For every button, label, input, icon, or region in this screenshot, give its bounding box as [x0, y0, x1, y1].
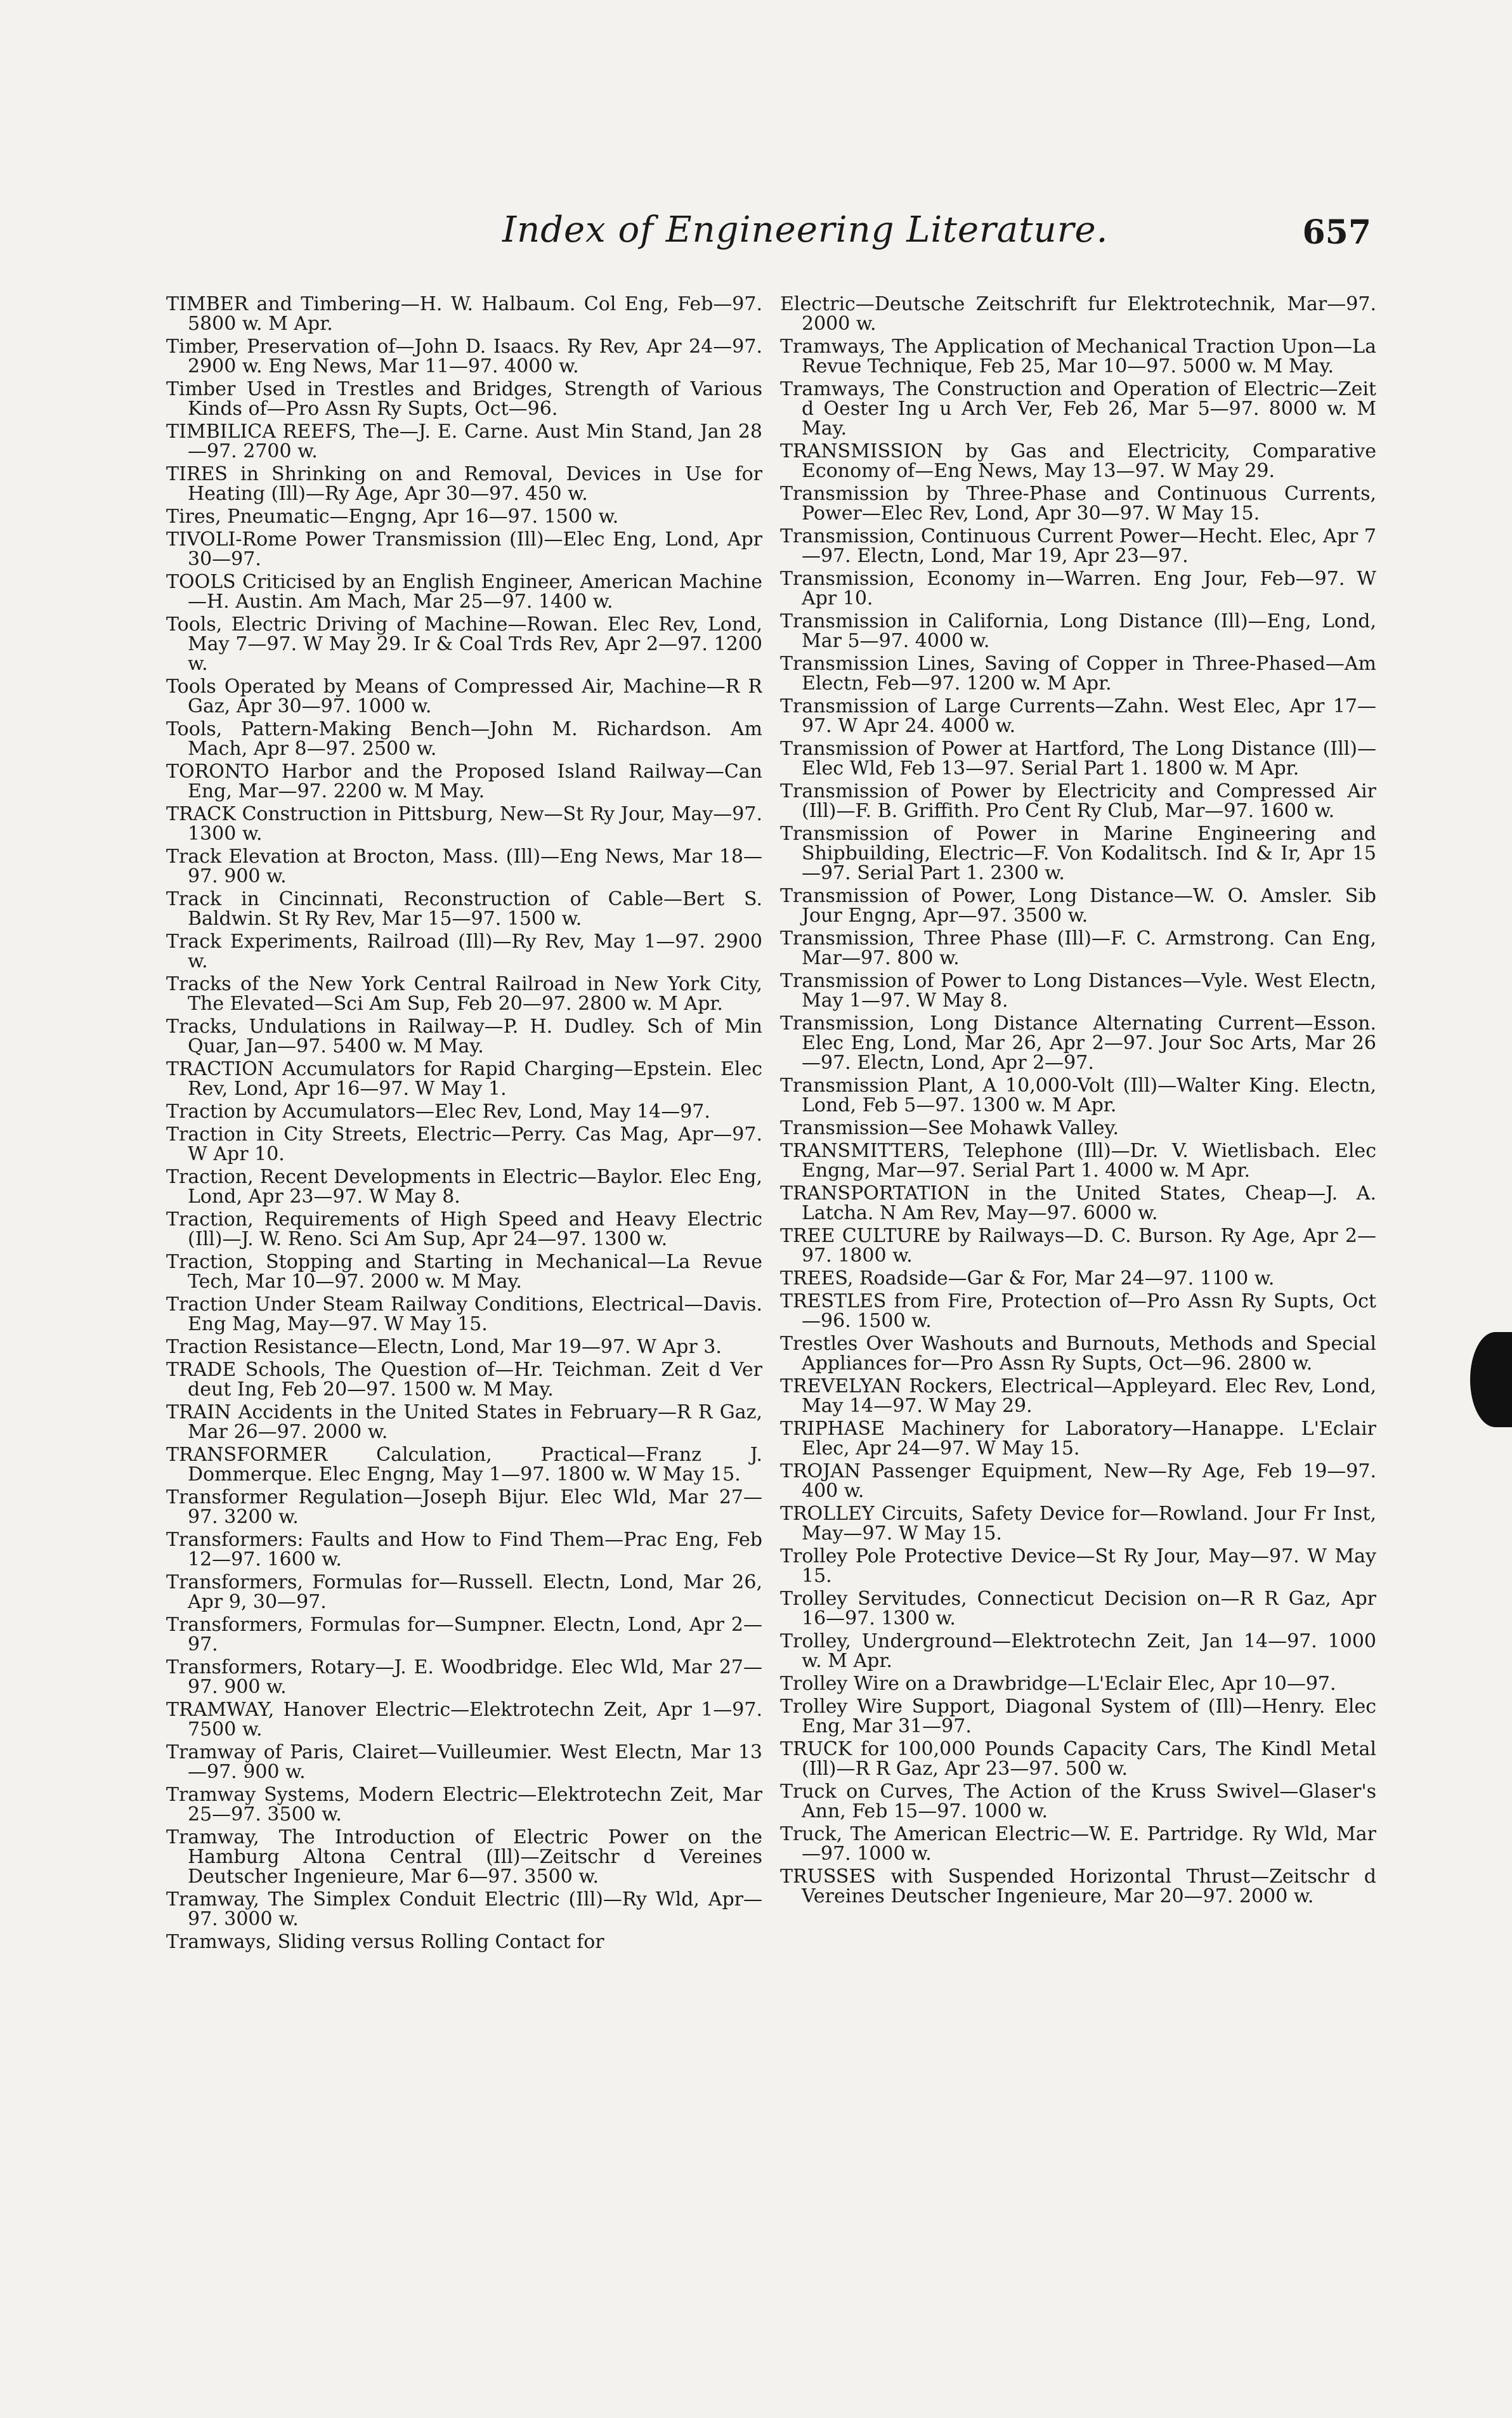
index-entry: TRANSMITTERS, Telephone (Ill)—Dr. V. Wietlisbach. Elec Engng, Mar—97. Serial Part 1. 4000 w. M Apr.: [780, 1140, 1376, 1182]
index-entry: Tramway of Paris, Clairet—Vuilleumier. West Electn, Mar 13—97. 900 w.: [166, 1741, 762, 1783]
index-entry: Transmission, Long Distance Alternating Current—Esson. Elec Eng, Lond, Mar 26, Apr 2—97. Jour Soc Arts, Mar 26—97. Electn, Lond, Apr 2—97.: [780, 1012, 1376, 1074]
index-entry: TRUSSES with Suspended Horizontal Thrust—Zeitschr d Vereines Deutscher Ingenieure, Mar 20—97. 2000 w.: [780, 1866, 1376, 1907]
index-entry: Truck, The American Electric—W. E. Partridge. Ry Wld, Mar—97. 1000 w.: [780, 1823, 1376, 1865]
page-number: 657: [1302, 213, 1371, 252]
index-entry: TRANSPORTATION in the United States, Cheap—J. A. Latcha. N Am Rev, May—97. 6000 w.: [780, 1182, 1376, 1224]
index-entry: TRACTION Accumulators for Rapid Charging—Epstein. Elec Rev, Lond, Apr 16—97. W May 1.: [166, 1058, 762, 1100]
index-entry: TRIPHASE Machinery for Laboratory—Hanappe. L'Eclair Elec, Apr 24—97. W May 15.: [780, 1418, 1376, 1460]
index-entry: Traction by Accumulators—Elec Rev, Lond, May 14—97.: [166, 1101, 710, 1123]
index-entry: TORONTO Harbor and the Proposed Island Railway—Can Eng, Mar—97. 2200 w. M May.: [166, 761, 762, 802]
index-entry: Tramway, The Simplex Conduit Electric (Ill)—Ry Wld, Apr—97. 3000 w.: [166, 1888, 762, 1930]
index-entry: Transmission, Economy in—Warren. Eng Jour, Feb—97. W Apr 10.: [780, 568, 1376, 610]
index-entry: TRAMWAY, Hanover Electric—Elektrotechn Zeit, Apr 1—97. 7500 w.: [166, 1699, 762, 1741]
index-entry: TRUCK for 100,000 Pounds Capacity Cars, The Kindl Metal (Ill)—R R Gaz, Apr 23—97. 500 w.: [780, 1738, 1376, 1780]
index-entry: Transmission Plant, A 10,000-Volt (Ill)—Walter King. Electn, Lond, Feb 5—97. 1300 w. M Apr.: [780, 1075, 1376, 1116]
index-entry: TREES, Roadside—Gar & For, Mar 24—97. 1100 w.: [780, 1267, 1275, 1290]
index-entry: Traction, Requirements of High Speed and Heavy Electric (Ill)—J. W. Reno. Sci Am Sup, Apr 24—97. 1300 w.: [166, 1208, 762, 1250]
index-entry: Transmission of Power to Long Distances—Vyle. West Electn, May 1—97. W May 8.: [780, 970, 1376, 1012]
index-entry: TIMBER and Timbering—H. W. Halbaum. Col Eng, Feb—97. 5800 w. M Apr.: [166, 294, 762, 335]
index-column-left: [166, 294, 762, 2388]
index-entry: Trolley, Underground—Elektrotechn Zeit, Jan 14—97. 1000 w. M Apr.: [780, 1630, 1376, 1672]
index-entry: Tramways, Sliding versus Rolling Contact for: [166, 1931, 604, 1953]
index-entry: Traction in City Streets, Electric—Perry. Cas Mag, Apr—97. W Apr 10.: [166, 1123, 762, 1165]
running-title: Index of Engineering Literature.: [502, 209, 1109, 251]
index-entry: Transmission of Power, Long Distance—W. O. Amsler. Sib Jour Engng, Apr—97. 3500 w.: [780, 885, 1376, 927]
index-entry: TRESTLES from Fire, Protection of—Pro Assn Ry Supts, Oct—96. 1500 w.: [780, 1290, 1376, 1332]
index-entry: Transmission of Power at Hartford, The Long Distance (Ill)—Elec Wld, Feb 13—97. Serial Part 1. 1800 w. M Apr.: [780, 738, 1376, 780]
index-entry: TRANSMISSION by Gas and Electricity, Comparative Economy of—Eng News, May 13—97. W May 29.: [780, 440, 1376, 482]
index-entry: Traction, Stopping and Starting in Mechanical—La Revue Tech, Mar 10—97. 2000 w. M May.: [166, 1251, 762, 1293]
index-entry: Tramway, The Introduction of Electric Power on the Hamburg Altona Central (Ill)—Zeitschr d Vereines Deutscher Ingenieure, Mar 6—97. 3500 w.: [166, 1826, 762, 1888]
index-entry: TIMBILICA REEFS, The—J. E. Carne. Aust Min Stand, Jan 28—97. 2700 w.: [166, 421, 762, 462]
index-entry: Transmission Lines, Saving of Copper in Three-Phased—Am Electn, Feb—97. 1200 w. M Apr.: [780, 653, 1376, 695]
index-entry: Transformers, Formulas for—Russell. Electn, Lond, Mar 26, Apr 9, 30—97.: [166, 1571, 762, 1613]
index-entry: Tools Operated by Means of Compressed Air, Machine—R R Gaz, Apr 30—97. 1000 w.: [166, 676, 762, 717]
page-header: [166, 209, 1371, 266]
index-entry: TRANSFORMER Calculation, Practical—Franz J. Dommerque. Elec Engng, May 1—97. 1800 w. W May 15.: [166, 1444, 762, 1486]
index-entry: Transformer Regulation—Joseph Bijur. Elec Wld, Mar 27—97. 3200 w.: [166, 1486, 762, 1528]
index-entry: TOOLS Criticised by an English Engineer, American Machine—H. Austin. Am Mach, Mar 25—97. 1400 w.: [166, 571, 762, 613]
index-column-right: [780, 294, 1376, 2388]
index-entry: Transmission of Power in Marine Engineering and Shipbuilding, Electric—F. Von Kodalitsch. Ind & Ir, Apr 15—97. Serial Part 1. 2300 w.: [780, 823, 1376, 884]
index-entry: Transmission, Three Phase (Ill)—F. C. Armstrong. Can Eng, Mar—97. 800 w.: [780, 927, 1376, 969]
index-entry: Track in Cincinnati, Reconstruction of Cable—Bert S. Baldwin. St Ry Rev, Mar 15—97. 1500 w.: [166, 888, 762, 930]
index-entry: Transmission by Three-Phase and Continuous Currents, Power—Elec Rev, Lond, Apr 30—97. W May 15.: [780, 483, 1376, 525]
index-entry: Transmission of Large Currents—Zahn. West Elec, Apr 17—97. W Apr 24. 4000 w.: [780, 695, 1376, 737]
index-entry: Traction Under Steam Railway Conditions, Electrical—Davis. Eng Mag, May—97. W May 15.: [166, 1293, 762, 1335]
index-entry: Transformers: Faults and How to Find Them—Prac Eng, Feb 12—97. 1600 w.: [166, 1529, 762, 1571]
index-entry: TROLLEY Circuits, Safety Device for—Rowland. Jour Fr Inst, May—97. W May 15.: [780, 1503, 1376, 1545]
index-entry: Timber, Preservation of—John D. Isaacs. Ry Rev, Apr 24—97. 2900 w. Eng News, Mar 11—97. 4000 w.: [166, 336, 762, 377]
index-entry: Timber Used in Trestles and Bridges, Strength of Various Kinds of—Pro Assn Ry Supts, Oct—96.: [166, 378, 762, 420]
index-entry: TRADE Schools, The Question of—Hr. Teichman. Zeit d Ver deut Ing, Feb 20—97. 1500 w. M May.: [166, 1359, 762, 1401]
index-entry: Trolley Wire Support, Diagonal System of (Ill)—Henry. Elec Eng, Mar 31—97.: [780, 1696, 1376, 1737]
index-entry: Traction, Recent Developments in Electric—Baylor. Elec Eng, Lond, Apr 23—97. W May 8.: [166, 1166, 762, 1208]
index-entry: TREVELYAN Rockers, Electrical—Appleyard. Elec Rev, Lond, May 14—97. W May 29.: [780, 1375, 1376, 1417]
index-entry: Transmission of Power by Electricity and Compressed Air (Ill)—F. B. Griffith. Pro Cent Ry Club, Mar—97. 1600 w.: [780, 780, 1376, 822]
index-entry: Transformers, Formulas for—Sumpner. Electn, Lond, Apr 2—97.: [166, 1614, 762, 1656]
index-entry: Tools, Electric Driving of Machine—Rowan. Elec Rev, Lond, May 7—97. W May 29. Ir & Coal Trds Rev, Apr 2—97. 1200 w.: [166, 613, 762, 675]
index-entry: TREE CULTURE by Railways—D. C. Burson. Ry Age, Apr 2—97. 1800 w.: [780, 1225, 1376, 1267]
index-entry: Tracks, Undulations in Railway—P. H. Dudley. Sch of Min Quar, Jan—97. 5400 w. M May.: [166, 1016, 762, 1057]
index-entry: Transmission, Continuous Current Power—Hecht. Elec, Apr 7—97. Electn, Lond, Mar 19, Apr 23—97.: [780, 525, 1376, 567]
index-entry: Tools, Pattern-Making Bench—John M. Richardson. Am Mach, Apr 8—97. 2500 w.: [166, 718, 762, 760]
index-entry: Tramway Systems, Modern Electric—Elektrotechn Zeit, Mar 25—97. 3500 w.: [166, 1784, 762, 1826]
index-entry: Transmission in California, Long Distance (Ill)—Eng, Lond, Mar 5—97. 4000 w.: [780, 610, 1376, 652]
index-entry: Trolley Pole Protective Device—St Ry Jour, May—97. W May 15.: [780, 1545, 1376, 1587]
index-entry: Transmission—See Mohawk Valley.: [780, 1117, 1119, 1139]
index-entry: TRAIN Accidents in the United States in February—R R Gaz, Mar 26—97. 2000 w.: [166, 1401, 762, 1443]
index-entry: Truck on Curves, The Action of the Kruss Swivel—Glaser's Ann, Feb 15—97. 1000 w.: [780, 1781, 1376, 1822]
index-entry: Trolley Servitudes, Connecticut Decision on—R R Gaz, Apr 16—97. 1300 w.: [780, 1588, 1376, 1630]
index-entry: TROJAN Passenger Equipment, New—Ry Age, Feb 19—97. 400 w.: [780, 1460, 1376, 1502]
ink-blot: [1470, 1332, 1512, 1427]
index-entry: TRACK Construction in Pittsburg, New—St Ry Jour, May—97. 1300 w.: [166, 803, 762, 845]
index-entry: Trestles Over Washouts and Burnouts, Methods and Special Appliances for—Pro Assn Ry Supts, Oct—96. 2800 w.: [780, 1333, 1376, 1375]
index-entry: Tires, Pneumatic—Engng, Apr 16—97. 1500 w.: [166, 506, 619, 528]
index-entry: Traction Resistance—Electn, Lond, Mar 19—97. W Apr 3.: [166, 1336, 722, 1358]
index-entry: Trolley Wire on a Drawbridge—L'Eclair Elec, Apr 10—97.: [780, 1673, 1336, 1695]
index-entry: Transformers, Rotary—J. E. Woodbridge. Elec Wld, Mar 27—97. 900 w.: [166, 1656, 762, 1698]
index-entry: TIRES in Shrinking on and Removal, Devices in Use for Heating (Ill)—Ry Age, Apr 30—97. 450 w.: [166, 463, 762, 505]
index-entry: Tramways, The Construction and Operation of Electric—Zeit d Oester Ing u Arch Ver, Feb 26, Mar 5—97. 8000 w. M May.: [780, 378, 1376, 440]
index-entry: Track Elevation at Brocton, Mass. (Ill)—Eng News, Mar 18—97. 900 w.: [166, 846, 762, 887]
index-entry: TIVOLI-Rome Power Transmission (Ill)—Elec Eng, Lond, Apr 30—97.: [166, 528, 762, 570]
index-entry: Electric—Deutsche Zeitschrift fur Elektrotechnik, Mar—97. 2000 w.: [780, 294, 1376, 335]
index-entry: Tramways, The Application of Mechanical Traction Upon—La Revue Technique, Feb 25, Mar 10—97. 5000 w. M May.: [780, 336, 1376, 377]
index-entry: Tracks of the New York Central Railroad in New York City, The Elevated—Sci Am Sup, Feb 20—97. 2800 w. M Apr.: [166, 973, 762, 1015]
index-entry: Track Experiments, Railroad (Ill)—Ry Rev, May 1—97. 2900 w.: [166, 931, 762, 972]
